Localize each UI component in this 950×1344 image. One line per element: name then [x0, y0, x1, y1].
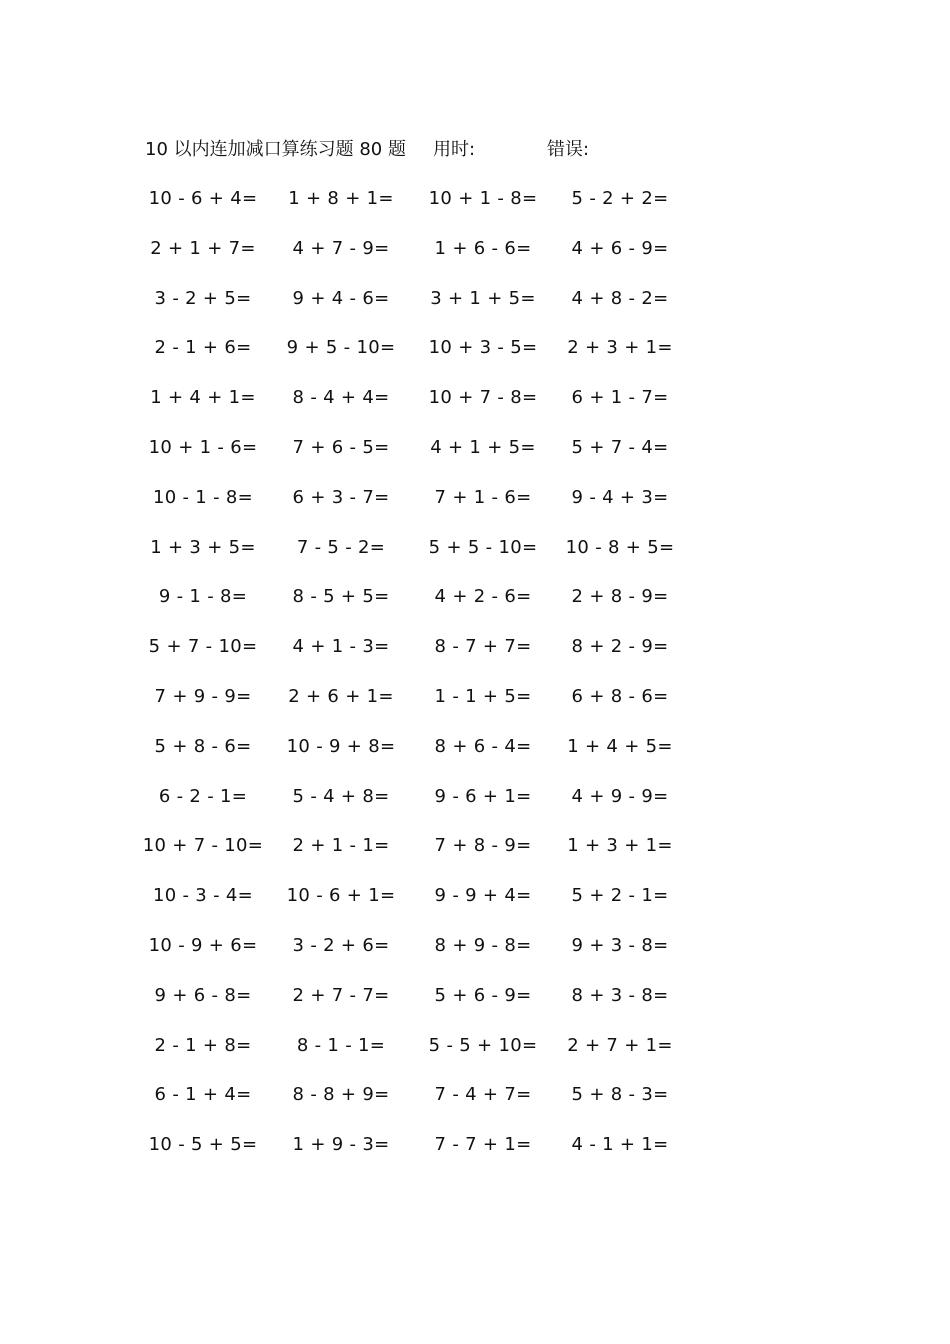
error-count-label: 错误: — [547, 139, 590, 160]
arithmetic-problem: 7 - 4 + 7= — [434, 1084, 532, 1106]
arithmetic-problem: 8 - 8 + 9= — [292, 1084, 390, 1106]
arithmetic-problem: 8 + 3 - 8= — [571, 984, 669, 1006]
problem-row — [0, 185, 950, 235]
arithmetic-problem: 5 - 4 + 8= — [292, 785, 390, 807]
arithmetic-problem: 1 - 1 + 5= — [434, 685, 532, 707]
arithmetic-problem: 10 + 3 - 5= — [428, 337, 538, 359]
arithmetic-problem: 7 + 1 - 6= — [434, 486, 532, 508]
arithmetic-problem: 8 + 2 - 9= — [571, 636, 669, 658]
arithmetic-problem: 10 - 5 + 5= — [148, 1134, 258, 1156]
arithmetic-problem: 5 + 2 - 1= — [571, 885, 669, 907]
arithmetic-problem: 3 - 2 + 5= — [154, 287, 252, 309]
arithmetic-problem: 9 + 3 - 8= — [571, 934, 669, 956]
problem-row — [0, 534, 950, 584]
arithmetic-problem: 9 - 1 - 8= — [158, 586, 248, 608]
problem-row — [0, 434, 950, 484]
arithmetic-problem: 2 + 3 + 1= — [567, 337, 673, 359]
arithmetic-problem: 5 + 7 - 4= — [571, 436, 669, 458]
arithmetic-problem: 7 - 7 + 1= — [434, 1134, 532, 1156]
problem-row — [0, 783, 950, 833]
arithmetic-problem: 4 + 2 - 6= — [434, 586, 532, 608]
arithmetic-problem: 8 - 4 + 4= — [292, 387, 390, 409]
problem-row — [0, 832, 950, 882]
arithmetic-problem: 10 - 9 + 8= — [286, 735, 396, 757]
problem-row — [0, 733, 950, 783]
problem-row — [0, 932, 950, 982]
arithmetic-problem: 8 + 9 - 8= — [434, 934, 532, 956]
arithmetic-problem: 9 - 9 + 4= — [434, 885, 532, 907]
arithmetic-problem: 1 + 9 - 3= — [292, 1134, 390, 1156]
arithmetic-problem: 1 + 3 + 1= — [567, 835, 673, 857]
arithmetic-problem: 2 + 1 + 7= — [150, 237, 256, 259]
problem-row — [0, 384, 950, 434]
arithmetic-problem: 9 + 5 - 10= — [286, 337, 396, 359]
arithmetic-problem: 8 + 6 - 4= — [434, 735, 532, 757]
arithmetic-problem: 5 + 8 - 6= — [154, 735, 252, 757]
problem-row — [0, 982, 950, 1032]
problem-row — [0, 334, 950, 384]
arithmetic-problem: 7 + 8 - 9= — [434, 835, 532, 857]
arithmetic-problem: 2 - 1 + 8= — [154, 1034, 252, 1056]
arithmetic-problem: 9 + 4 - 6= — [292, 287, 390, 309]
arithmetic-problem: 7 + 9 - 9= — [154, 685, 252, 707]
arithmetic-problem: 2 + 6 + 1= — [288, 685, 394, 707]
arithmetic-problem: 7 + 6 - 5= — [292, 436, 390, 458]
arithmetic-problem: 5 + 8 - 3= — [571, 1084, 669, 1106]
time-used-label: 用时: — [433, 139, 476, 160]
problem-grid — [0, 185, 950, 1181]
arithmetic-problem: 9 - 6 + 1= — [434, 785, 532, 807]
arithmetic-problem: 4 + 1 - 3= — [292, 636, 390, 658]
problem-row — [0, 1081, 950, 1131]
arithmetic-problem: 2 + 1 - 1= — [292, 835, 390, 857]
arithmetic-problem: 1 + 3 + 5= — [150, 536, 256, 558]
problem-row — [0, 583, 950, 633]
arithmetic-problem: 5 - 2 + 2= — [571, 188, 669, 209]
problem-row — [0, 683, 950, 733]
arithmetic-problem: 1 + 4 + 5= — [567, 735, 673, 757]
problem-row — [0, 633, 950, 683]
arithmetic-problem: 3 + 1 + 5= — [430, 287, 536, 309]
arithmetic-problem: 4 + 8 - 2= — [571, 287, 669, 309]
arithmetic-problem: 10 - 8 + 5= — [565, 536, 675, 558]
problem-row — [0, 484, 950, 534]
problem-row — [0, 882, 950, 932]
arithmetic-problem: 4 - 1 + 1= — [571, 1134, 669, 1156]
arithmetic-problem: 10 + 1 - 8= — [428, 188, 538, 209]
arithmetic-problem: 10 + 1 - 6= — [148, 436, 258, 458]
arithmetic-problem: 10 - 6 + 1= — [286, 885, 396, 907]
arithmetic-problem: 10 - 6 + 4= — [148, 188, 258, 209]
arithmetic-problem: 3 - 2 + 6= — [292, 934, 390, 956]
arithmetic-problem: 4 + 7 - 9= — [292, 237, 390, 259]
arithmetic-problem: 2 - 1 + 6= — [154, 337, 252, 359]
arithmetic-problem: 8 - 1 - 1= — [296, 1034, 386, 1056]
arithmetic-problem: 6 - 1 + 4= — [154, 1084, 252, 1106]
arithmetic-problem: 5 + 5 - 10= — [428, 536, 538, 558]
arithmetic-problem: 1 + 8 + 1= — [288, 188, 394, 209]
arithmetic-problem: 4 + 1 + 5= — [430, 436, 536, 458]
arithmetic-problem: 6 + 3 - 7= — [292, 486, 390, 508]
arithmetic-problem: 7 - 5 - 2= — [296, 536, 386, 558]
arithmetic-problem: 10 + 7 - 8= — [428, 387, 538, 409]
arithmetic-problem: 2 + 8 - 9= — [571, 586, 669, 608]
arithmetic-problem: 8 - 7 + 7= — [434, 636, 532, 658]
arithmetic-problem: 6 + 1 - 7= — [571, 387, 669, 409]
arithmetic-problem: 9 - 4 + 3= — [571, 486, 669, 508]
arithmetic-problem: 6 + 8 - 6= — [571, 685, 669, 707]
worksheet-header — [0, 136, 950, 164]
arithmetic-problem: 5 + 6 - 9= — [434, 984, 532, 1006]
arithmetic-problem: 8 - 5 + 5= — [292, 586, 390, 608]
arithmetic-problem: 10 - 3 - 4= — [152, 885, 254, 907]
arithmetic-problem: 5 - 5 + 10= — [428, 1034, 538, 1056]
arithmetic-problem: 9 + 6 - 8= — [154, 984, 252, 1006]
arithmetic-problem: 5 + 7 - 10= — [148, 636, 258, 658]
arithmetic-problem: 2 + 7 + 1= — [567, 1034, 673, 1056]
arithmetic-problem: 10 - 9 + 6= — [148, 934, 258, 956]
problem-row — [0, 235, 950, 285]
arithmetic-problem: 10 - 1 - 8= — [152, 486, 254, 508]
problem-row — [0, 1131, 950, 1181]
problem-row — [0, 1032, 950, 1082]
arithmetic-problem: 6 - 2 - 1= — [158, 785, 248, 807]
arithmetic-problem: 2 + 7 - 7= — [292, 984, 390, 1006]
arithmetic-problem: 4 + 9 - 9= — [571, 785, 669, 807]
worksheet-title: 10 以内连加减口算练习题 80 题 — [145, 139, 406, 160]
arithmetic-problem: 4 + 6 - 9= — [571, 237, 669, 259]
arithmetic-problem: 1 + 6 - 6= — [434, 237, 532, 259]
arithmetic-problem: 10 + 7 - 10= — [142, 835, 264, 857]
problem-row — [0, 285, 950, 335]
arithmetic-problem: 1 + 4 + 1= — [150, 387, 256, 409]
